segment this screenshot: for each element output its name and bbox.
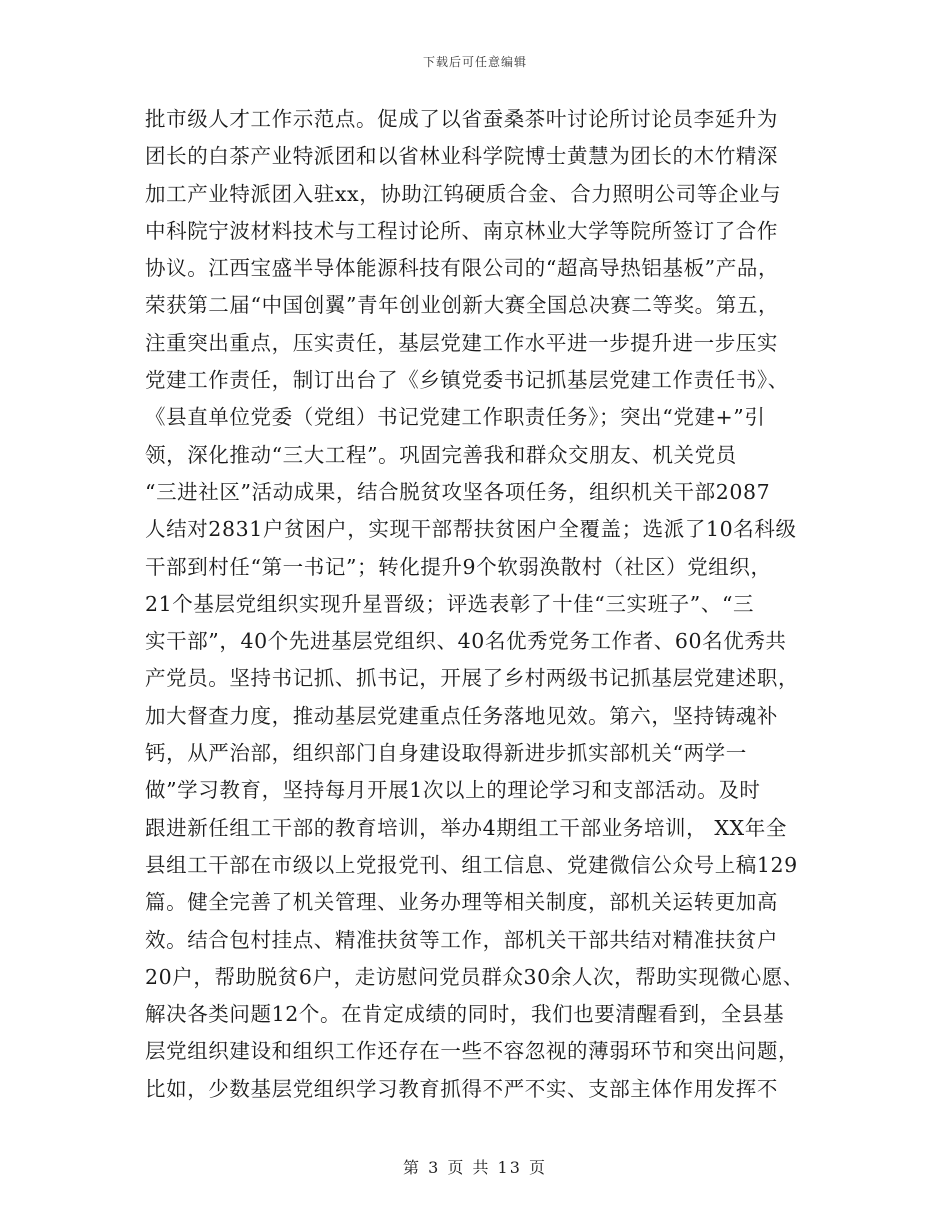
- text-line: 做”学习教育，坚持每月开展1次以上的理论学习和支部活动。及时: [145, 778, 761, 803]
- text-line: 荣获第二届“中国创翼”青年创业创新大赛全国总决赛二等奖。第五，: [145, 293, 780, 318]
- page-footer: 第 3 页 共 13 页: [403, 1158, 547, 1177]
- text-line: 《县直单位党委（党组）书记党建工作职责任务》；突出“党建+”引: [145, 405, 766, 430]
- text-line: 20户，帮助脱贫6户，走访慰问党员群众30余人次，帮助实现微心愿、: [145, 964, 805, 989]
- text-line: 领，深化推动“三大工程”。巩固完善我和群众交朋友、机关党员: [145, 442, 737, 467]
- text-line: 干部到村任“第一书记”；转化提升9个软弱涣散村（社区）党组织，: [145, 554, 772, 579]
- text-line: 跟进新任组工干部的教育培训，举办4期组工干部业务培训， XX年全: [145, 815, 787, 840]
- text-line: 加工产业特派团入驻xx，协助江钨硬质合金、合力照明公司等企业与: [145, 181, 782, 206]
- text-line: 协议。江西宝盛半导体能源科技有限公司的“超高导热铝基板”产品，: [145, 256, 780, 281]
- text-line: 比如，少数基层党组织学习教育抓得不严不实、支部主体作用发挥不: [145, 1076, 778, 1101]
- page-header: 下载后可任意编辑: [422, 55, 527, 69]
- body-text: [145, 101, 815, 1108]
- text-line: 党建工作责任，制订出台了《乡镇党委书记抓基层党建工作责任书》、: [145, 368, 789, 393]
- text-line: 实干部”，40个先进基层党组织、40名优秀党务工作者、60名优秀共: [145, 629, 787, 654]
- text-line: 中科院宁波材料技术与工程讨论所、南京林业大学等院所签订了合作: [145, 218, 778, 243]
- text-line: 县组工干部在市级以上党报党刊、组工信息、党建微信公众号上稿129: [145, 852, 798, 877]
- text-line: 钙，从严治部，组织部门自身建设取得新进步抓实部机关“两学一: [145, 741, 747, 766]
- text-line: 团长的白茶产业特派团和以省林业科学院博士黄慧为团长的木竹精深: [145, 144, 778, 169]
- text-line: 层党组织建设和组织工作还存在一些不容忽视的薄弱环节和突出问题，: [145, 1039, 800, 1064]
- text-line: 产党员。坚持书记抓、抓书记，开展了乡村两级书记抓基层党建述职，: [145, 666, 800, 691]
- text-line: 加大督查力度，推动基层党建重点任务落地见效。第六，坚持铸魂补: [145, 703, 778, 728]
- text-line: 21个基层党组织实现升星晋级；评选表彰了十佳“三实班子”、“三: [145, 591, 755, 616]
- text-line: 篇。健全完善了机关管理、业务办理等相关制度，部机关运转更加高: [145, 890, 778, 915]
- text-line: 人结对2831户贫困户，实现干部帮扶贫困户全覆盖；选派了10名科级: [145, 517, 797, 542]
- text-line: 批市级人才工作示范点。促成了以省蚕桑茶叶讨论所讨论员李延升为: [145, 107, 778, 131]
- text-line: 解决各类问题12个。在肯定成绩的同时，我们也要清醒看到，全县基: [145, 1002, 785, 1027]
- text-line: “三进社区”活动成果，结合脱贫攻坚各项任务，组织机关干部2087: [145, 479, 771, 504]
- text-line: 效。结合包村挂点、精准扶贫等工作，部机关干部共结对精准扶贫户: [145, 927, 778, 952]
- text-line: 注重突出重点，压实责任，基层党建工作水平进一步提升进一步压实: [145, 330, 778, 355]
